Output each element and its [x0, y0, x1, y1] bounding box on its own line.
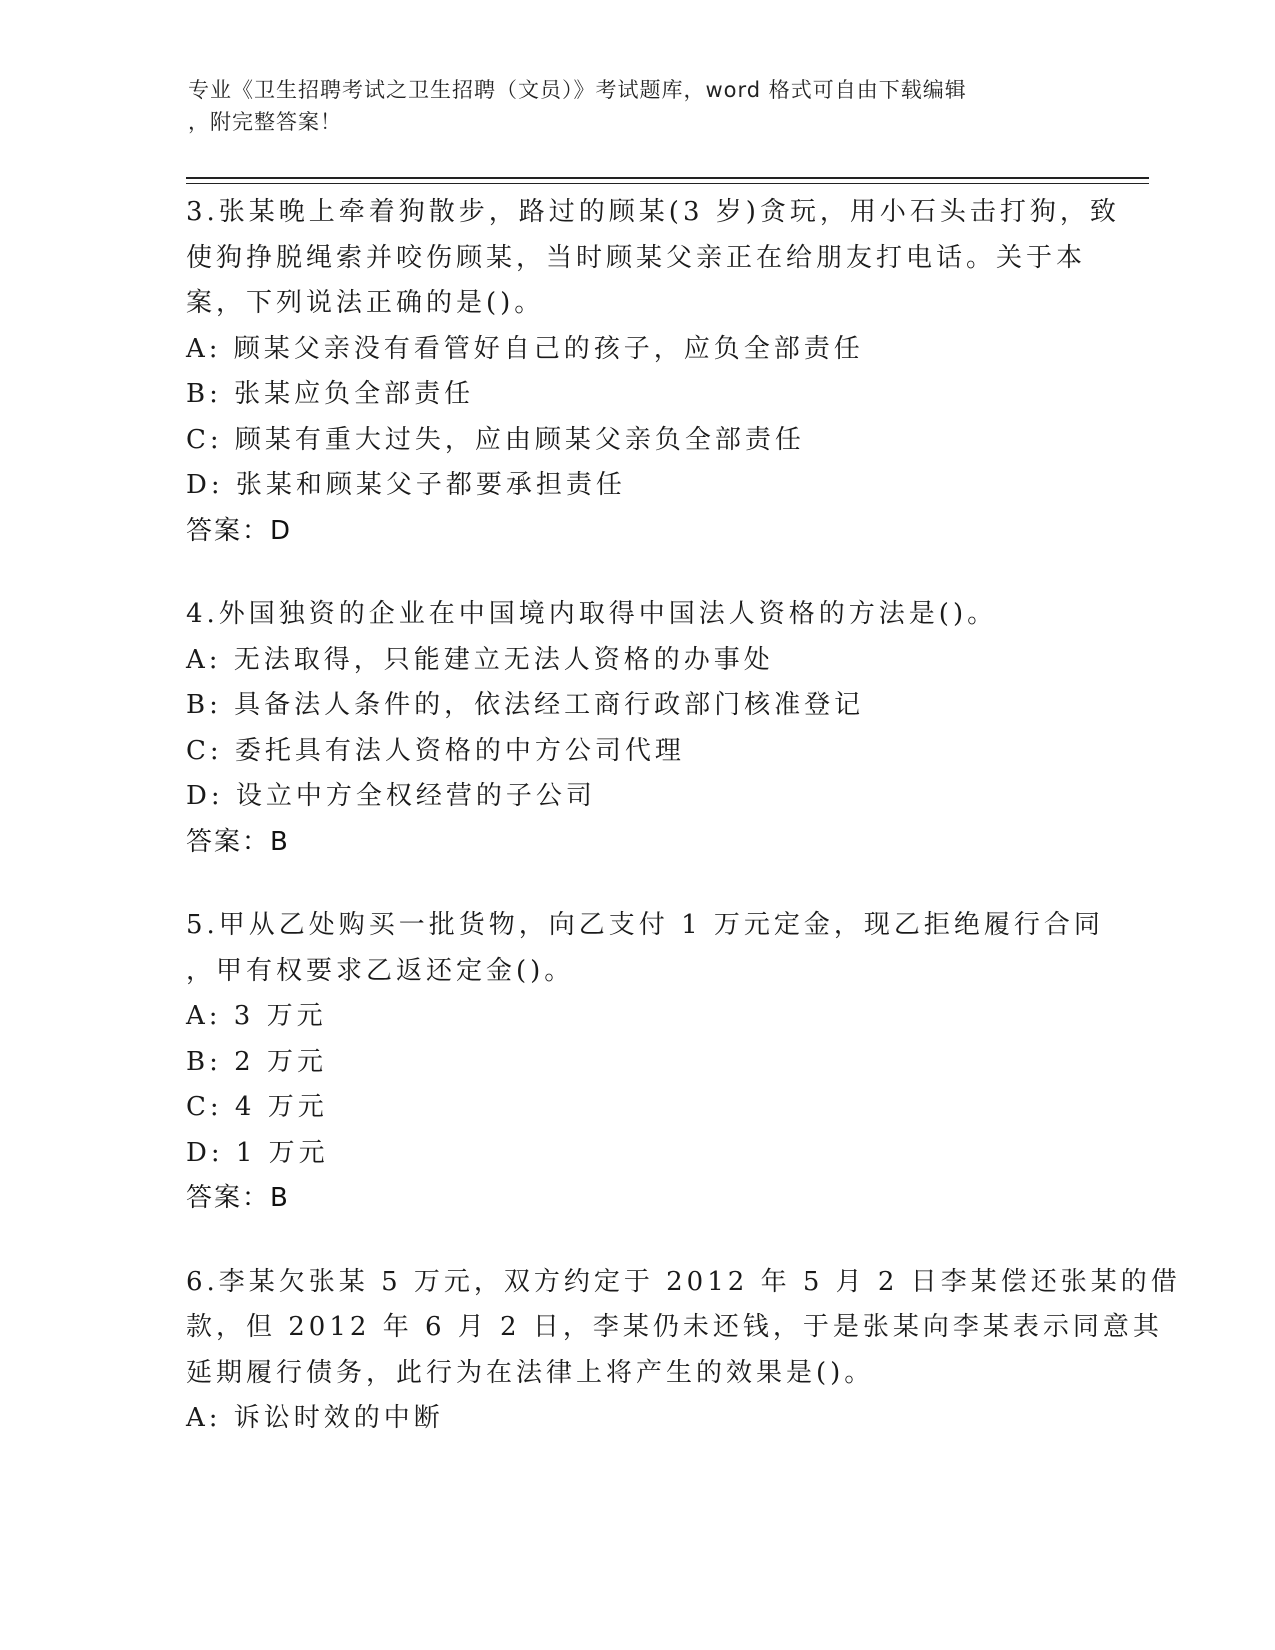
answer-label: 答案：D: [186, 515, 293, 546]
option-b: B: 2 万元: [186, 1046, 327, 1077]
option-a: A: 顾某父亲没有看管好自己的孩子，应负全部责任: [186, 333, 864, 364]
option-d: D: 张某和顾某父子都要承担责任: [186, 470, 626, 500]
option-c: C: 顾某有重大过失，应由顾某父亲负全部责任: [186, 424, 805, 455]
header-line-2: ，附完整答案！: [188, 110, 342, 134]
option-b: B: 具备法人条件的，依法经工商行政部门核准登记: [186, 690, 865, 720]
option-c: C: 4 万元: [186, 1092, 328, 1122]
document-header: [188, 74, 1068, 138]
question-stem-line: 6.李某欠张某 5 万元，双方约定于 2012 年 5 月 2 日李某偿还张某的借: [186, 1266, 1181, 1297]
question-list: [186, 190, 1181, 1480]
question-5: [186, 903, 1104, 1222]
question-stem-line: 款，但 2012 年 6 月 2 日，李某仍未还钱，于是张某向李某表示同意其: [186, 1312, 1163, 1342]
option-d: D: 设立中方全权经营的子公司: [186, 781, 596, 811]
question-6: [186, 1260, 1181, 1442]
option-a: A: 无法取得，只能建立无法人资格的办事处: [186, 644, 774, 675]
option-a: A: 诉讼时效的中断: [186, 1403, 444, 1433]
header-divider-thick: [186, 177, 1149, 179]
question-stem-line: 3.张某晚上牵着狗散步，路过的顾某(3 岁)贪玩，用小石头击打狗，致: [186, 197, 1120, 227]
question-stem-line: 4.外国独资的企业在中国境内取得中国法人资格的方法是()。: [186, 599, 998, 629]
header-line-1: 专业《卫生招聘考试之卫生招聘（文员）》考试题库，word 格式可自由下载编辑: [188, 78, 967, 102]
answer-label: 答案：B: [186, 826, 290, 857]
option-a: A: 3 万元: [186, 1001, 327, 1031]
option-d: D: 1 万元: [186, 1137, 329, 1168]
question-4: [186, 592, 1086, 865]
question-stem-line: 使狗挣脱绳索并咬伤顾某，当时顾某父亲正在给朋友打电话。关于本: [186, 242, 1087, 273]
option-c: C: 委托具有法人资格的中方公司代理: [186, 735, 685, 766]
header-divider-thin: [186, 183, 1149, 184]
question-stem-line: 案，下列说法正确的是()。: [186, 288, 545, 318]
question-stem-line: 延期履行债务，此行为在法律上将产生的效果是()。: [186, 1357, 875, 1388]
option-b: B: 张某应负全部责任: [186, 379, 475, 409]
question-stem-line: 5.甲从乙处购买一批货物，向乙支付 1 万元定金，现乙拒绝履行合同: [186, 910, 1104, 940]
question-stem-line: ，甲有权要求乙返还定金()。: [186, 955, 575, 986]
answer-label: 答案：B: [186, 1183, 290, 1213]
question-3: [186, 190, 1120, 554]
